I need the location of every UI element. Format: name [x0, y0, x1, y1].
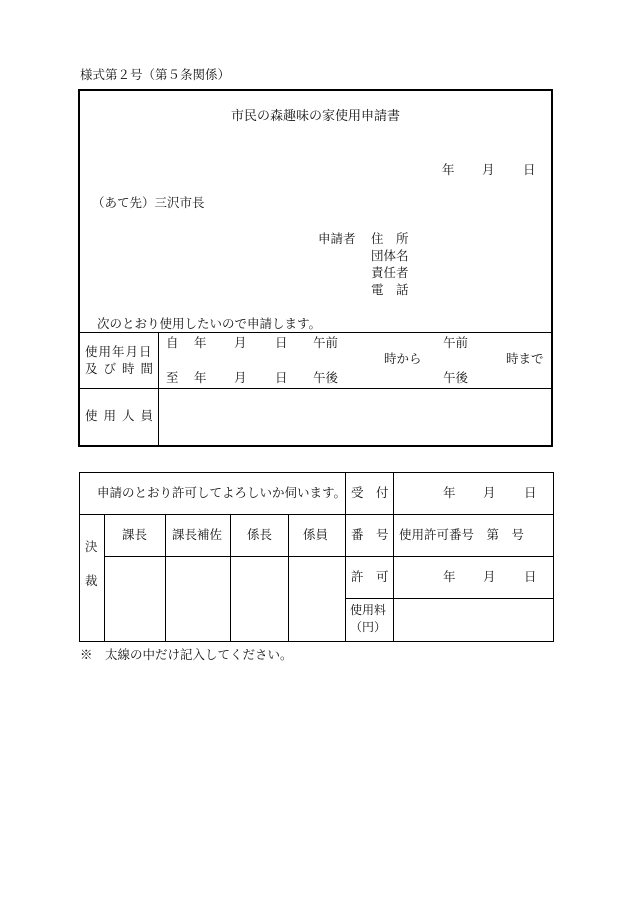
role-assistant-chief: 課長補佐: [172, 527, 223, 542]
decision-label-top: 決: [85, 539, 98, 554]
permission-year: 年: [443, 569, 456, 584]
period-from-am[interactable]: 午前: [313, 335, 339, 350]
period-to-day[interactable]: 日: [275, 370, 288, 385]
applicant-group-field[interactable]: 団体名: [371, 248, 409, 263]
permission-month: 月: [483, 569, 496, 584]
fee-label-line2: （円）: [350, 620, 387, 634]
divider-line: [165, 514, 166, 642]
period-label-line2: 及び時間: [85, 361, 160, 376]
period-label-line1: 使用年月日: [85, 344, 153, 359]
approval-inquiry: 申請のとおり許可してよろしいか伺います。: [97, 485, 347, 500]
period-from-pm[interactable]: 午後: [313, 370, 339, 385]
permission-day: 日: [524, 569, 537, 584]
receipt-year: 年: [443, 485, 456, 500]
period-from-day[interactable]: 日: [275, 335, 288, 350]
applicant-phone-field[interactable]: 電 話: [371, 282, 409, 297]
form-title: 市民の森趣味の家使用申請書: [231, 109, 401, 124]
date-day[interactable]: 日: [523, 162, 536, 177]
divider-line: [79, 514, 554, 515]
applicant-representative-field[interactable]: 責任者: [371, 265, 409, 280]
footer-note: ※ 太線の中だけ記入してください。: [80, 647, 293, 662]
role-staff: 係員: [303, 527, 329, 542]
divider-line: [79, 332, 552, 333]
period-until-time[interactable]: 時まで: [506, 351, 544, 366]
period-to-month[interactable]: 月: [234, 370, 247, 385]
form-number-label: 様式第２号（第５条関係）: [80, 67, 231, 82]
receipt-day: 日: [524, 485, 537, 500]
role-section-chief: 課長: [122, 527, 148, 542]
applicant-label: 申請者: [318, 231, 356, 246]
permit-number: 使用許可番号 第 号: [399, 527, 525, 542]
receipt-month: 月: [483, 485, 496, 500]
divider-line: [158, 333, 159, 446]
period-from-time[interactable]: 時から: [384, 351, 422, 366]
addressee: （あて先）三沢市長: [92, 195, 205, 210]
applicant-address-field[interactable]: 住 所: [371, 231, 409, 246]
role-subsection-chief: 係長: [247, 527, 273, 542]
period-to-am[interactable]: 午前: [443, 335, 469, 350]
period-to-year[interactable]: 年: [194, 370, 207, 385]
divider-line: [393, 472, 394, 642]
period-from-year[interactable]: 年: [194, 335, 207, 350]
users-label: 使用人員: [85, 408, 160, 423]
divider-line: [288, 514, 289, 642]
divider-line: [230, 514, 231, 642]
divider-line: [345, 556, 554, 557]
period-to-label: 至: [166, 370, 179, 385]
number-label: 番 号: [351, 527, 389, 542]
intro-text: 次のとおり使用したいので申請します。: [97, 316, 322, 331]
decision-label-bottom: 裁: [85, 573, 98, 588]
date-month[interactable]: 月: [482, 162, 495, 177]
divider-line: [79, 388, 552, 389]
divider-line: [345, 598, 554, 599]
period-to-pm[interactable]: 午後: [443, 370, 469, 385]
period-from-month[interactable]: 月: [234, 335, 247, 350]
permission-label: 許 可: [351, 569, 389, 584]
divider-line: [104, 514, 105, 642]
date-year[interactable]: 年: [442, 162, 455, 177]
period-from-label: 自: [166, 335, 179, 350]
fee-label-line1: 使用料: [350, 603, 387, 617]
receipt-label: 受 付: [351, 485, 389, 500]
users-field[interactable]: [162, 392, 548, 442]
divider-line: [104, 556, 345, 557]
